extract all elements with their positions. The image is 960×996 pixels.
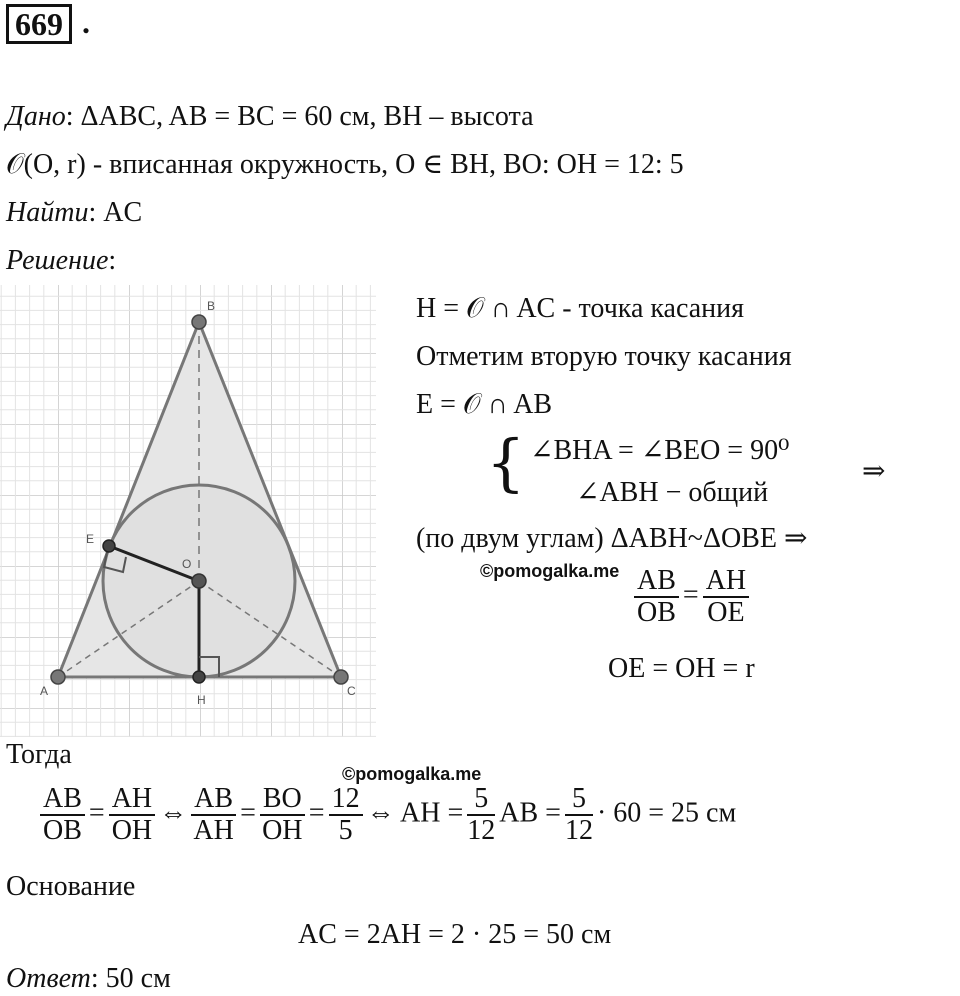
similarity-line: (по двум углам) ΔABH~ΔOBE ⇒ (416, 523, 808, 554)
solution-colon: : (108, 245, 117, 276)
label-c: C (347, 684, 356, 698)
label-b: B (207, 299, 216, 313)
solution-label: Решение (6, 245, 109, 276)
system-arrow: ⇒ (862, 456, 886, 487)
base-formula: AC = 2AH = 2 · 25 = 50 см (298, 919, 612, 950)
proportion-1: $\frac{AB}{OB}$ = $\frac{AH}{OE}$ (630, 566, 753, 628)
base-label: Основание (6, 871, 136, 902)
fraction: $\frac{AH}{OH}$ (109, 784, 155, 846)
right-line-1: H = 𝒪 ∩ AC - точка касания (416, 293, 745, 324)
watermark-1: ©pomogalka.me (480, 561, 620, 581)
label-o: O (182, 557, 192, 571)
label-e: E (86, 532, 95, 546)
point-o (192, 574, 206, 588)
formula-chain: $\frac{AB}{OB}$ = $\frac{AH}{OH}$ ⇔ $\frac{AB}{AH}$ = $\frac{BO}{OH}$ = $\frac{12}{5}$ ⇔ AH = $\frac{5}{12}$ AB = $\frac{5}{12}$ · 60 = 25 см (36, 784, 736, 846)
find-label: Найти (6, 197, 89, 228)
label-a: A (40, 684, 49, 698)
triangle-figure (0, 285, 380, 740)
fraction: $\frac{BO}{OH}$ (260, 784, 305, 846)
system-line-2: ∠ABH − общий (576, 477, 769, 508)
point-c (334, 670, 348, 684)
fraction: $\frac{AB}{OB}$ (40, 784, 85, 846)
fraction: $\frac{5}{12}$ (467, 783, 496, 846)
answer-label: Ответ (6, 963, 91, 994)
answer-line (6, 962, 171, 996)
find-line (6, 196, 142, 230)
fraction: $\frac{5}{12}$ (564, 783, 593, 846)
point-a (51, 670, 65, 684)
right-line-3: E = 𝒪 ∩ AB (416, 389, 553, 420)
given-text-1: : ΔABC, AB = BC = 60 см, BH – высота (65, 101, 534, 132)
fraction: $\frac{AB}{AH}$ (191, 784, 236, 846)
fraction: $\frac{12}{5}$ (329, 784, 363, 846)
find-value: : AC (88, 197, 143, 228)
watermark-2: ©pomogalka.me (342, 764, 482, 784)
system-line-1: ∠BHA = ∠BEO = 90⁰ (530, 435, 790, 466)
given-line-2: 𝒪(O, r) - вписанная окружность, O ∈ BH, BO: OH = 12: 5 (6, 149, 684, 180)
problem-number-dot: . (82, 4, 90, 40)
problem-number: 669 (6, 4, 72, 44)
then-label: Тогда (6, 739, 72, 770)
fraction: $\frac{AB}{OB}$ (634, 566, 679, 628)
point-h (193, 671, 205, 683)
label-h: H (197, 693, 206, 707)
given-label: Дано (6, 101, 66, 132)
point-b (192, 315, 206, 329)
radius-line: OE = OH = r (608, 653, 755, 684)
answer-value: : 50 см (90, 963, 171, 994)
system-brace: { (486, 426, 526, 499)
solution-line (6, 244, 116, 278)
given-line-1 (6, 100, 534, 134)
right-line-2: Отметим вторую точку касания (416, 341, 792, 372)
fraction: $\frac{AH}{OE}$ (703, 566, 749, 628)
point-e (103, 540, 115, 552)
